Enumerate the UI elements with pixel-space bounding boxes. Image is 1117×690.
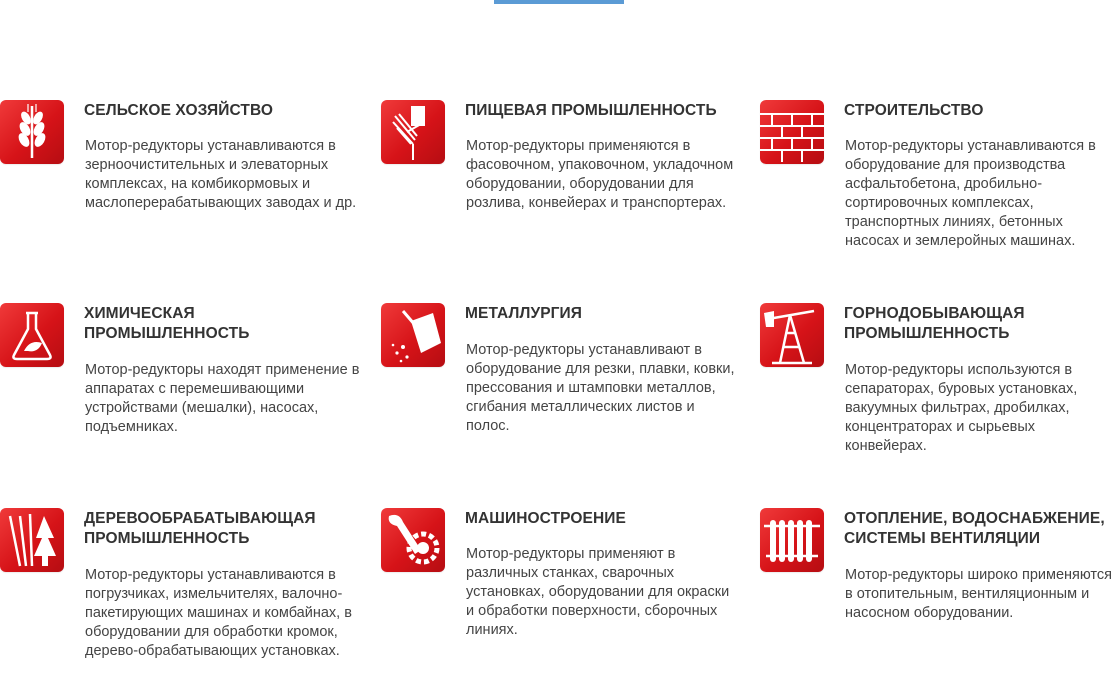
flask-icon bbox=[0, 303, 64, 367]
industry-description: Мотор-редукторы устанавливаются в погрузчиках, измельчителях, валочно-пакетирующих машинах и комбайнах, в оборудовании для обработки кромок, дерево-обрабатывающих установках. bbox=[85, 567, 352, 659]
industry-description: Мотор-редукторы используются в сепараторах, буровых установках, вакуумных фильтрах, дробилках, концентраторах и сырьевых конвейерах. bbox=[845, 362, 1078, 454]
industry-description: Мотор-редукторы устанавливаются в оборудование для производства асфальтобетона, дробильно-сортировочных комплексах, транспортных линиях, бетонных насосах и землеройных машинах. bbox=[845, 138, 1096, 249]
industry-description: Мотор-редукторы широко применяются в отопительным, вентиляционным и насосном оборудовании. bbox=[845, 567, 1113, 621]
industry-title: ДЕРЕВООБРАБАТЫВАЮЩАЯ ПРОМЫШЛЕННОСТЬ bbox=[84, 510, 316, 547]
industry-description: Мотор-редукторы применяются в фасовочном, упаковочном, укладочном оборудовании, оборудовании для розлива, конвейерах и транспортерах. bbox=[466, 138, 734, 211]
oil-pump-icon bbox=[760, 303, 824, 367]
industry-description: Мотор-редукторы устанавливают в оборудование для резки, плавки, ковки, прессования и штамповки металлов, сгибания металлических листов и полос. bbox=[466, 342, 735, 434]
industry-title: ОТОПЛЕНИЕ, ВОДОСНАБЖЕНИЕ, СИСТЕМЫ ВЕНТИЛЯЦИИ bbox=[844, 510, 1105, 547]
industry-title: СТРОИТЕЛЬСТВО bbox=[844, 102, 984, 119]
industry-title: ХИМИЧЕСКАЯ ПРОМЫШЛЕННОСТЬ bbox=[84, 305, 250, 342]
industry-title: МЕТАЛЛУРГИЯ bbox=[465, 305, 583, 322]
industry-title: МАШИНОСТРОЕНИЕ bbox=[465, 510, 626, 527]
ladle-icon bbox=[381, 303, 445, 367]
grain-ear-icon bbox=[381, 100, 445, 164]
brick-wall-icon bbox=[760, 100, 824, 164]
industry-title: СЕЛЬСКОЕ ХОЗЯЙСТВО bbox=[84, 102, 274, 119]
industry-description: Мотор-редукторы устанавливаются в зерноочистительных и элеваторных комплексах, на комбикормовых и маслоперерабатывающих заводах и др. bbox=[85, 138, 357, 211]
wrench-gear-icon bbox=[381, 508, 445, 572]
industry-title: ГОРНОДОБЫВАЮЩАЯ ПРОМЫШЛЕННОСТЬ bbox=[844, 305, 1025, 342]
industry-description: Мотор-редукторы находят применение в аппаратах с перемешивающими устройствами (мешалки), насосах, подъемниках. bbox=[85, 362, 360, 435]
radiator-icon bbox=[760, 508, 824, 572]
timber-icon bbox=[0, 508, 64, 572]
wheat-icon bbox=[0, 100, 64, 164]
industry-description: Мотор-редукторы применяют в различных станках, сварочных установках, оборудовании для окраски и обработки поверхности, сборочных линиях. bbox=[466, 546, 730, 638]
industry-title: ПИЩЕВАЯ ПРОМЫШЛЕННОСТЬ bbox=[465, 102, 717, 119]
